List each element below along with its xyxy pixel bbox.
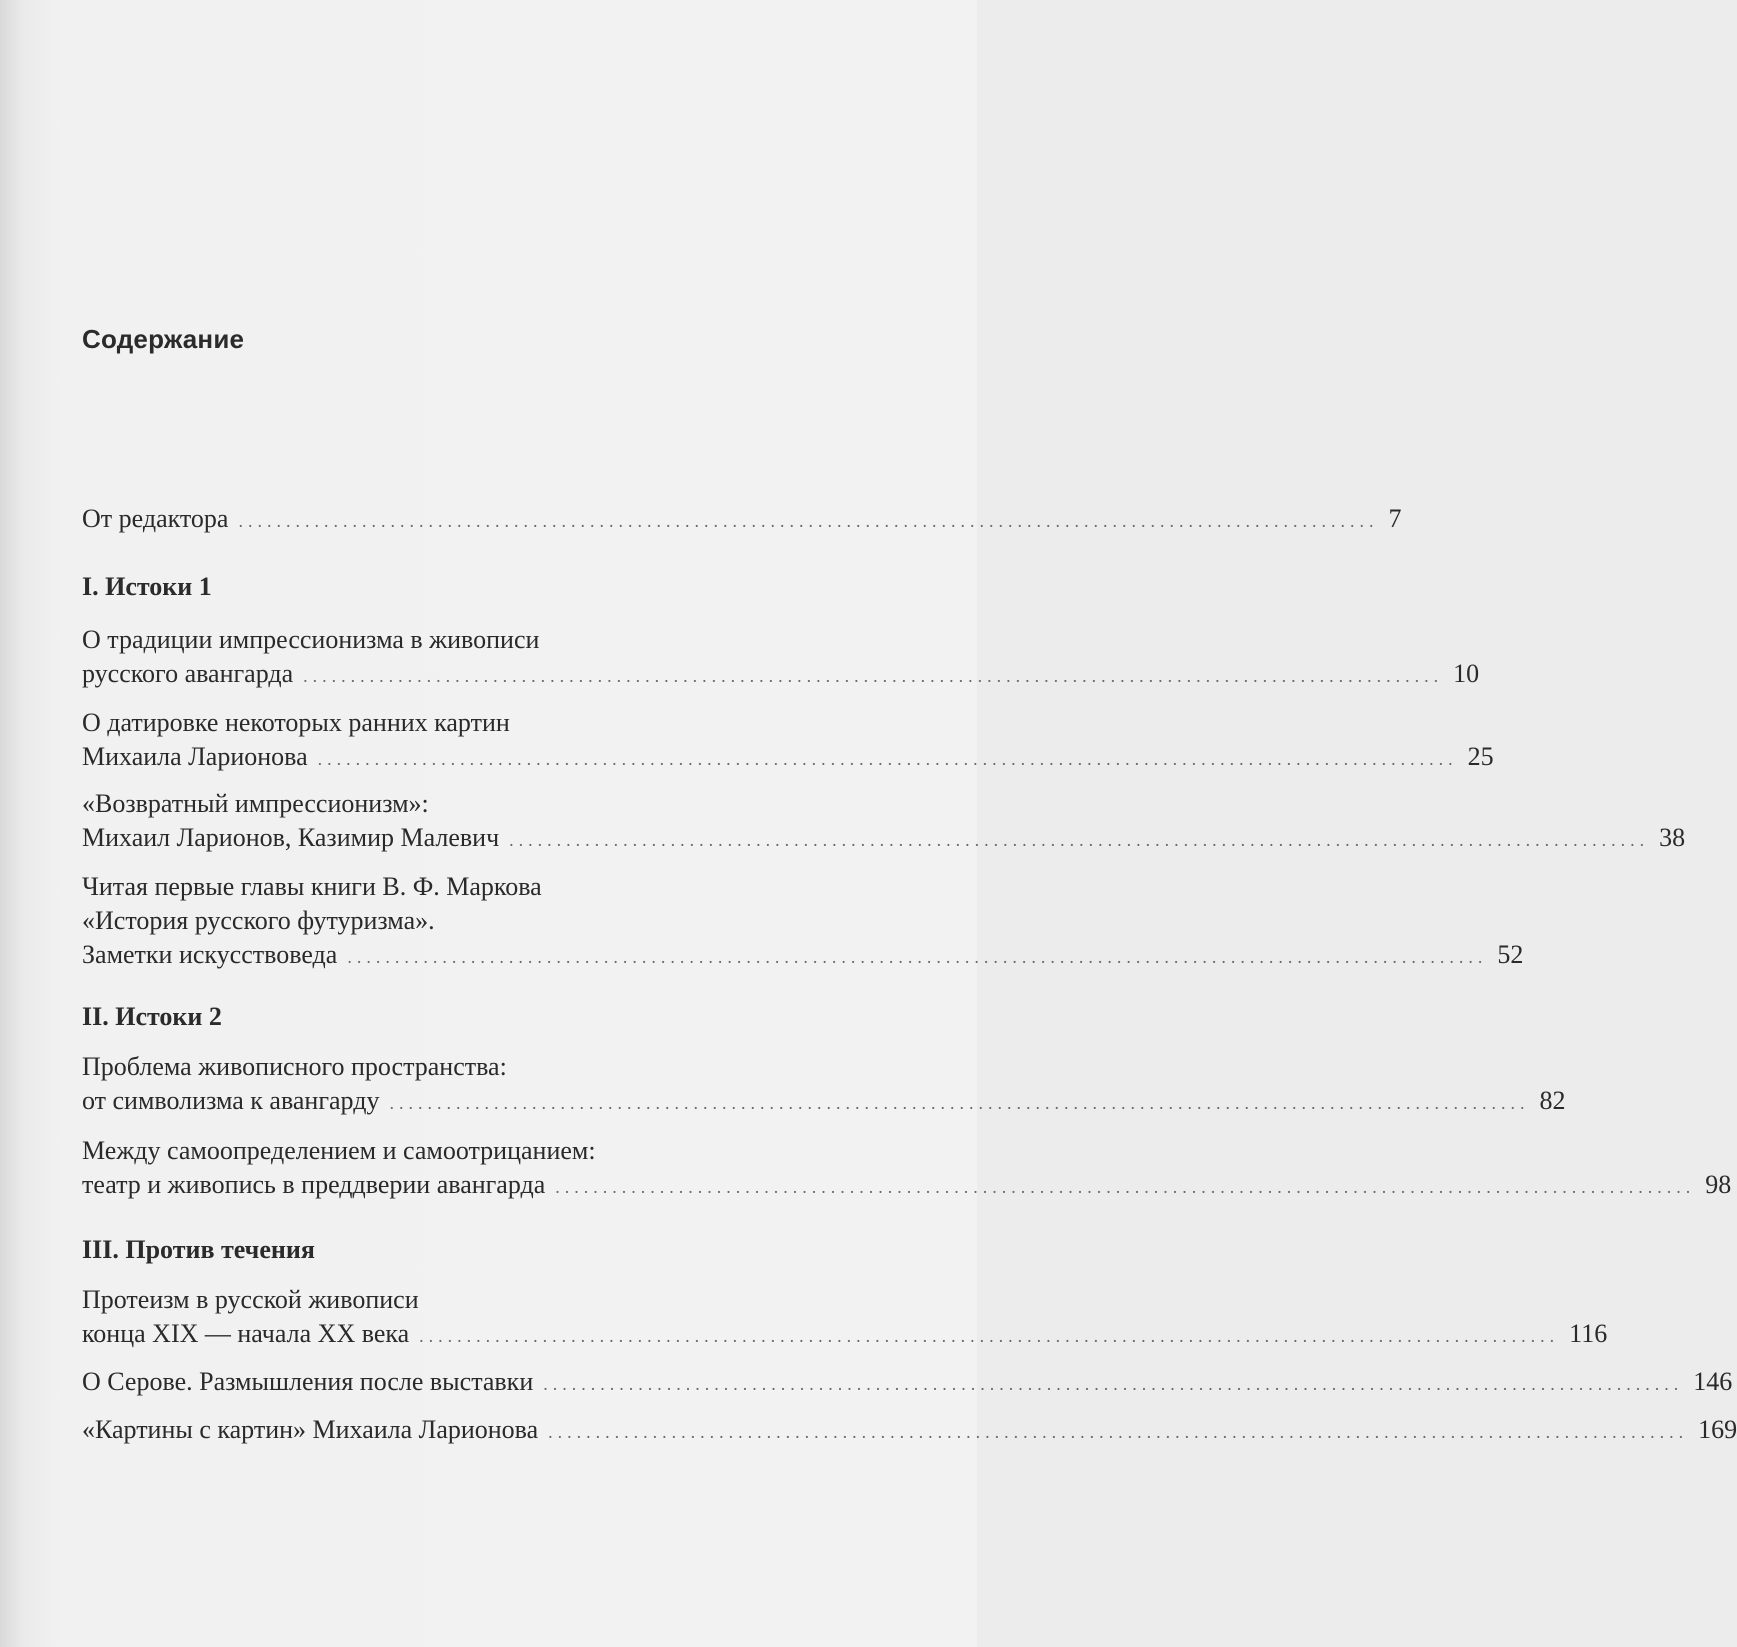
toc-entry-line — [82, 1168, 1732, 1204]
toc-entry — [82, 706, 1494, 776]
leader-dots: ........................................................................................................................ — [317, 749, 1458, 769]
leader-dots: ........................................................................................................................ — [419, 1326, 1560, 1346]
toc-page-number: 82 — [1539, 1086, 1566, 1115]
toc-entry-line — [82, 657, 1480, 693]
toc-entry — [82, 1283, 1608, 1353]
toc-entry-title-line: О традиции импрессионизма в живописи — [82, 625, 540, 654]
toc-entry — [82, 623, 1480, 693]
toc-page-number: 98 — [1705, 1170, 1732, 1199]
leader-dots: ........................................................................................................................ — [543, 1374, 1684, 1394]
toc-entry-title-line: Между самоопределением и самоотрицанием: — [82, 1136, 596, 1165]
toc-entry-title-line: театр и живопись в преддверии авангарда — [82, 1170, 546, 1199]
toc-entry-line — [82, 740, 1494, 776]
leader-dots: ........................................................................................................................ — [347, 947, 1488, 967]
toc-page-number: 116 — [1569, 1319, 1608, 1348]
toc-page-number: 169 — [1698, 1415, 1737, 1444]
toc-entry — [82, 1365, 1733, 1401]
toc-page-number: 10 — [1453, 659, 1480, 688]
toc-entry — [82, 1134, 1732, 1204]
toc-entry-title-line: «Возвратный импрессионизм»: — [82, 789, 429, 818]
toc-heading: Содержание — [82, 324, 245, 354]
toc-entry-line — [82, 1413, 1737, 1449]
toc-page-number: 38 — [1659, 823, 1686, 852]
toc-page-number: 146 — [1693, 1367, 1733, 1396]
toc-entry-title-line: русского авангарда — [82, 659, 294, 688]
toc-entry-title-line: Михаил Ларионов, Казимир Малевич — [82, 823, 500, 852]
toc-page-number: 52 — [1497, 940, 1524, 969]
section-title-3: III. Против течения — [82, 1235, 315, 1264]
toc-entry-title-line: Проблема живописного пространства: — [82, 1052, 507, 1081]
leader-dots: ........................................................................................................................ — [389, 1093, 1530, 1113]
toc-entry-title-line: «Картины с картин» Михаила Ларионова — [82, 1415, 539, 1444]
toc-entry-line — [82, 1084, 1566, 1120]
toc-page-number: 25 — [1467, 742, 1494, 771]
toc-page-number: 7 — [1388, 504, 1402, 533]
toc-entry-editor — [82, 502, 1402, 538]
leader-dots: ........................................................................................................................ — [303, 666, 1444, 686]
toc-entry — [82, 1413, 1737, 1449]
section-title-1: I. Истоки 1 — [82, 572, 212, 601]
section-title-2: II. Истоки 2 — [82, 1002, 222, 1031]
toc-entry-title-line: «История русского футуризма». — [82, 906, 435, 935]
toc-entry-line — [82, 821, 1686, 857]
leader-dots: ........................................................................................................................ — [509, 830, 1650, 850]
toc-entry-title: От редактора — [82, 504, 229, 533]
toc-entry — [82, 787, 1686, 857]
toc-entry-title-line: О датировке некоторых ранних картин — [82, 708, 510, 737]
leader-dots: ........................................................................................................................ — [238, 511, 1379, 531]
toc-entry-line — [82, 502, 1402, 538]
toc-entry-title-line: Протеизм в русской живописи — [82, 1285, 419, 1314]
toc-entry-title-line: от символизма к авангарду — [82, 1086, 380, 1115]
toc-entry-title-line: О Серове. Размышления после выставки — [82, 1367, 534, 1396]
toc-entry-title-line: Михаила Ларионова — [82, 742, 308, 771]
leader-dots: ........................................................................................................................ — [548, 1422, 1689, 1442]
toc-entry-line — [82, 1365, 1733, 1401]
leader-dots: ........................................................................................................................ — [555, 1177, 1696, 1197]
toc-entry — [82, 1050, 1566, 1120]
toc-entry-line — [82, 1317, 1608, 1353]
toc-entry-title-line: конца XIX — начала XX века — [82, 1319, 410, 1348]
toc-entry-title-line: Читая первые главы книги В. Ф. Маркова — [82, 872, 542, 901]
toc-entry — [82, 870, 1524, 974]
toc-entry-line — [82, 938, 1524, 974]
toc-entry-title-line: Заметки искусствоведа — [82, 940, 338, 969]
